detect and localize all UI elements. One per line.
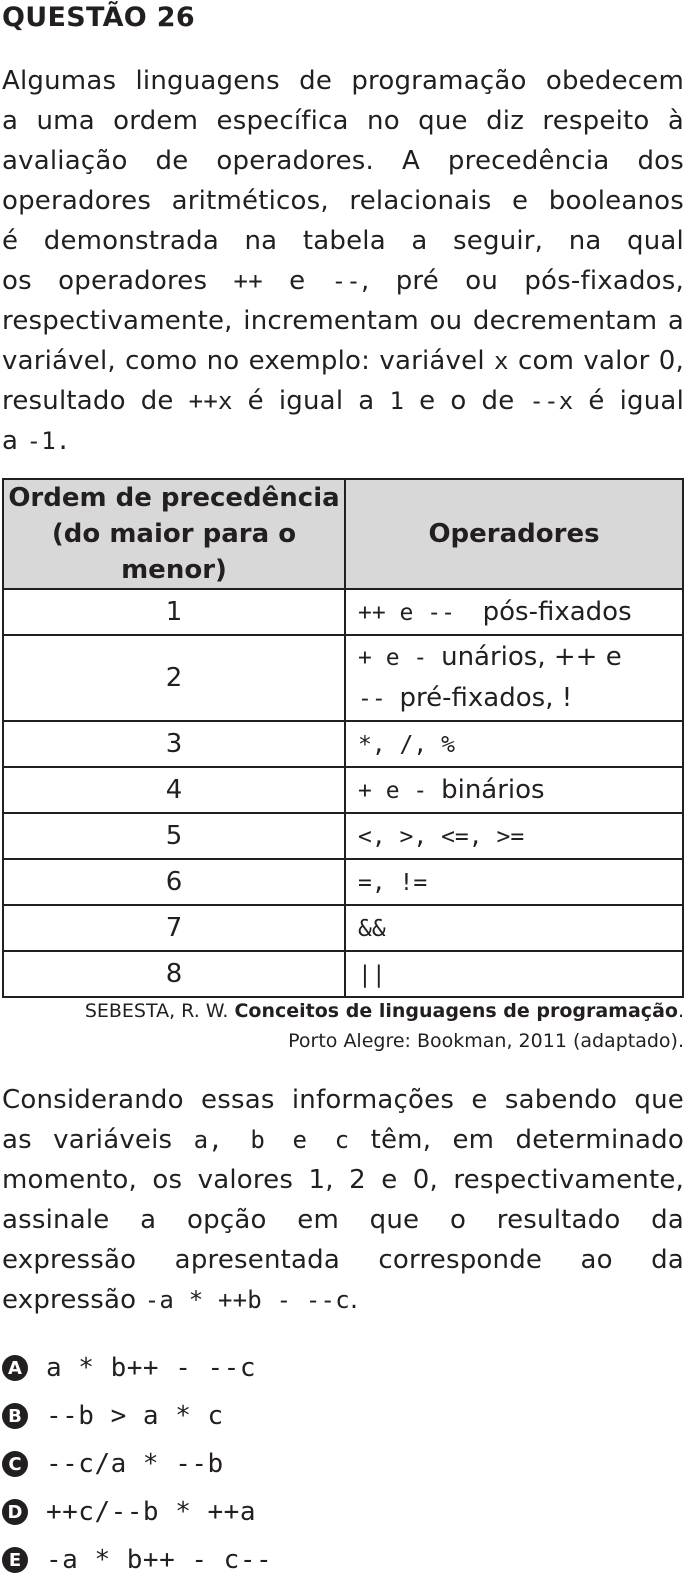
text-fragment: é demonstrada na tabela a seguir, na qual	[2, 226, 684, 256]
code-fragment: ++	[233, 267, 263, 295]
prompt-line	[2, 1160, 684, 1200]
prompt-paragraph	[2, 1080, 684, 1320]
intro-line	[2, 221, 684, 261]
intro-paragraph	[2, 61, 684, 461]
text-fragment: avaliação de operadores. A precedência dos	[2, 146, 684, 176]
operator-symbols: &&	[358, 915, 386, 942]
intro-line	[2, 261, 684, 301]
option-d[interactable]	[2, 1488, 272, 1536]
code-fragment: -a * ++b - --c	[144, 1286, 350, 1314]
citation	[85, 996, 684, 1056]
intro-line	[2, 181, 684, 221]
table-header-row	[3, 479, 683, 589]
precedence-table	[2, 478, 684, 998]
answer-options	[2, 1344, 272, 1584]
option-letter-badge: E	[2, 1547, 28, 1573]
table-row	[3, 859, 683, 905]
precedence-order: 6	[3, 859, 345, 905]
operators-cell	[345, 635, 683, 721]
operators-line	[358, 954, 682, 995]
operator-symbols: + e -	[358, 777, 442, 804]
operator-symbols: ||	[358, 961, 386, 988]
operators-cell	[345, 905, 683, 951]
operators-line	[358, 908, 682, 949]
precedence-order: 1	[3, 589, 345, 635]
citation-end: .	[677, 1000, 684, 1022]
option-letter-badge: B	[2, 1403, 28, 1429]
operators-cell	[345, 951, 683, 997]
option-e[interactable]	[2, 1536, 272, 1584]
operators-line	[358, 678, 682, 719]
prompt-line	[2, 1080, 684, 1120]
intro-line	[2, 301, 684, 341]
code-fragment: --	[331, 267, 361, 295]
operators-cell	[345, 767, 683, 813]
intro-line	[2, 141, 684, 181]
text-fragment: resultado de	[2, 386, 189, 416]
operator-symbols: =, !=	[358, 869, 428, 896]
option-letter-badge: D	[2, 1499, 28, 1525]
citation-publisher: Porto Alegre: Bookman, 2011 (adaptado).	[288, 1030, 684, 1052]
precedence-order: 4	[3, 767, 345, 813]
text-fragment: e	[262, 266, 332, 296]
code-fragment: ++x	[188, 387, 233, 415]
text-fragment: .	[349, 1285, 359, 1315]
operators-line	[358, 724, 682, 765]
text-fragment: com valor 0,	[508, 346, 684, 376]
operator-symbols: + e -	[358, 645, 442, 671]
table-row	[3, 905, 683, 951]
operators-cell	[345, 813, 683, 859]
header-order-line2: (do maior para o menor)	[51, 519, 297, 585]
operators-cell	[345, 721, 683, 767]
operators-line	[358, 862, 682, 903]
text-fragment: é igual	[573, 386, 684, 416]
intro-line	[2, 61, 684, 101]
operator-symbols: <, >, <=, >=	[358, 823, 525, 850]
intro-line	[2, 341, 684, 381]
citation-line1	[85, 996, 684, 1026]
table-row	[3, 635, 683, 721]
operators-line	[358, 770, 682, 811]
text-fragment: momento, os valores 1, 2 e 0, respectivamente,	[2, 1165, 684, 1195]
operators-cell	[345, 589, 683, 635]
precedence-order: 8	[3, 951, 345, 997]
precedence-order: 2	[3, 635, 345, 721]
header-order-line1: Ordem de precedência	[8, 483, 340, 513]
precedence-order: 7	[3, 905, 345, 951]
text-fragment: operadores aritméticos, relacionais e booleanos	[2, 186, 684, 216]
header-operators: Operadores	[345, 479, 683, 589]
table-row	[3, 813, 683, 859]
prompt-line	[2, 1280, 684, 1320]
operator-description: pós-fixados	[482, 596, 632, 627]
text-fragment: , pré ou pós-fixados,	[360, 266, 684, 296]
table-row	[3, 767, 683, 813]
table-row	[3, 951, 683, 997]
text-fragment: Considerando essas informações e sabendo que	[2, 1085, 684, 1115]
text-fragment: a uma ordem específica no que diz respeito à	[2, 106, 684, 136]
text-fragment: assinale a opção em que o resultado da	[2, 1205, 684, 1235]
code-fragment: 1	[389, 387, 405, 415]
code-fragment: a, b e c	[193, 1126, 350, 1154]
text-fragment: é igual a	[232, 386, 390, 416]
operator-description: unários, ++ e	[441, 642, 622, 672]
operator-symbols: *, /, %	[358, 731, 455, 758]
text-fragment: os operadores	[2, 266, 234, 296]
operator-description: pré-fixados, !	[399, 683, 573, 713]
operators-line	[358, 816, 682, 857]
precedence-order: 3	[3, 721, 345, 767]
intro-line	[2, 381, 684, 421]
precedence-order: 5	[3, 813, 345, 859]
code-fragment: -1.	[26, 427, 71, 455]
prompt-line	[2, 1240, 684, 1280]
option-letter-badge: A	[2, 1355, 28, 1381]
operators-cell	[345, 859, 683, 905]
option-b[interactable]	[2, 1392, 272, 1440]
citation-book: Conceitos de linguagens de programação	[234, 1000, 678, 1022]
prompt-line	[2, 1120, 684, 1160]
intro-line	[2, 101, 684, 141]
option-expression: --b > a * c	[46, 1401, 224, 1431]
text-fragment: a	[2, 426, 27, 456]
table-row	[3, 589, 683, 635]
text-fragment: e o de	[404, 386, 530, 416]
citation-author: SEBESTA, R. W.	[84, 1000, 235, 1022]
text-fragment: expressão apresentada corresponde ao da	[2, 1245, 684, 1275]
code-fragment: --x	[529, 387, 574, 415]
prompt-line	[2, 1200, 684, 1240]
operator-symbols: --	[358, 686, 400, 712]
option-expression: a * b++ - --c	[46, 1353, 256, 1383]
text-fragment: variável, como no exemplo: variável	[2, 346, 495, 376]
operators-line	[358, 592, 682, 633]
code-fragment: x	[494, 347, 509, 375]
option-a[interactable]	[2, 1344, 272, 1392]
option-letter-badge: C	[2, 1451, 28, 1477]
operator-description: binários	[441, 774, 545, 805]
header-order	[3, 479, 345, 589]
option-expression: --c/a * --b	[46, 1449, 224, 1479]
text-fragment: as variáveis	[2, 1125, 194, 1155]
text-fragment: Algumas linguagens de programação obedecem	[2, 66, 684, 96]
text-fragment: respectivamente, incrementam ou decrementam a	[2, 306, 684, 336]
option-expression: ++c/--b * ++a	[46, 1497, 256, 1527]
option-c[interactable]	[2, 1440, 272, 1488]
option-expression: -a * b++ - c--	[46, 1545, 273, 1575]
question-title: QUESTÃO 26	[2, 2, 195, 33]
intro-line	[2, 421, 684, 461]
table-row	[3, 721, 683, 767]
text-fragment: têm, em determinado	[349, 1125, 684, 1155]
operator-symbols: ++ e --	[358, 599, 483, 626]
operators-line	[358, 637, 682, 678]
text-fragment: expressão	[2, 1285, 145, 1315]
